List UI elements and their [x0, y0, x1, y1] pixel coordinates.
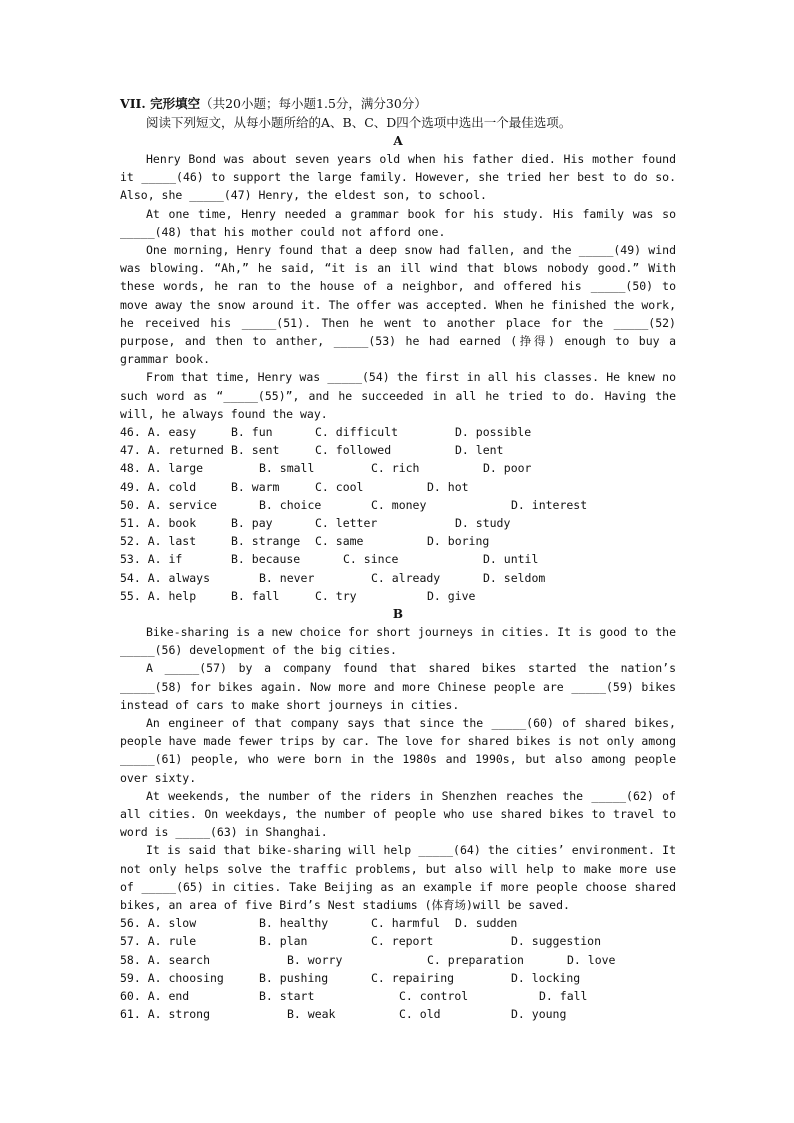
option-a: 57. A. rule — [120, 934, 197, 949]
option-row — [120, 459, 676, 477]
option-row — [120, 987, 676, 1005]
option-b: B. worry — [287, 952, 343, 967]
option-a: 54. A. always — [120, 570, 211, 585]
option-c: C. rich — [371, 461, 420, 476]
option-row — [120, 569, 676, 587]
option-row — [120, 496, 676, 514]
section-number: VII. 完形填空 — [120, 96, 201, 111]
option-b: B. never — [259, 570, 315, 585]
paragraph: Bike-sharing is a new choice for short journeys in cities. It is good to the _____(56) development of the big cities. — [120, 624, 676, 658]
section-heading — [120, 94, 676, 114]
paragraph: At weekends, the number of the riders in Shenzhen reaches the _____(62) of all cities. On weekdays, the number of people who use shared bikes to travel to word is _____(63) in Shanghai. — [120, 788, 676, 840]
option-row — [120, 1005, 676, 1023]
option-row — [120, 550, 676, 568]
option-row — [120, 423, 676, 441]
option-a: 60. A. end — [120, 988, 190, 1003]
paragraph: Henry Bond was about seven years old when his father died. His mother found it _____(46) to support the large family. However, she tried her best to do so. Also, she _____(47) Henry, the eldest son, to school. — [120, 152, 676, 203]
option-a: 52. A. last — [120, 534, 197, 549]
paragraph: An engineer of that company says that since the _____(60) of shared bikes, people have made fewer trips by car. The love for shared bikes is not only among _____(61) people, who were born in the 1980s and 1990s, but also among people over sixty. — [120, 715, 676, 785]
option-b: B. healthy — [259, 916, 329, 931]
paragraph: It is said that bike-sharing will help _____(64) the cities’ environment. It not only helps solve the traffic problems, but also will help to make more use of _____(65) in cities. Take Beijing as an example if more people choose shared bikes, an area of five Bird’s Nest stadiums (体育场)will be saved. — [120, 843, 676, 912]
paragraph: From that time, Henry was _____(54) the first in all his classes. He knew no such word as “_____(55)”, and he succeeded in all he tried to do. Having the will, he always found the way. — [120, 370, 676, 421]
option-b: B. small — [259, 461, 315, 476]
option-b: B. start — [259, 988, 315, 1003]
option-row — [120, 587, 676, 605]
option-c: C. report — [371, 934, 434, 949]
option-c: C. since — [343, 552, 399, 567]
option-c: C. try — [315, 588, 357, 603]
option-d: D. locking — [511, 970, 581, 985]
option-d: D. fall — [539, 988, 588, 1003]
option-row — [120, 914, 676, 932]
option-b: B. sent — [231, 443, 280, 458]
option-row — [120, 951, 676, 969]
options-list-a — [120, 423, 676, 605]
paragraph: One morning, Henry found that a deep snow had fallen, and the _____(49) wind was blowing. “Ah,” he said, “it is an ill wind that blows nobody good.” With these words, he ran to the house of a neighbor, and offered his _____(50) to move away the snow around it. The offer was accepted. When he finished the work, he received his _____(51). Then he went to another place for the _____(52) purpose, and then to anther, _____(53) he had earned (挣得) enough to buy a grammar book. — [120, 243, 676, 367]
option-c: C. same — [315, 534, 364, 549]
option-d: D. give — [427, 588, 476, 603]
option-a: 56. A. slow — [120, 916, 197, 931]
option-a: 46. A. easy — [120, 425, 197, 440]
option-a: 47. A. returned — [120, 443, 224, 458]
option-b: B. plan — [259, 934, 308, 949]
instruction: 阅读下列短文，从每小题所给的A、B、C、D四个选项中选出一个最佳选项。 — [146, 115, 572, 130]
option-c: C. letter — [315, 515, 378, 530]
option-row — [120, 478, 676, 496]
option-b: B. choice — [259, 497, 322, 512]
option-c: C. control — [399, 988, 469, 1003]
option-b: B. weak — [287, 1007, 336, 1022]
option-c: C. preparation — [427, 952, 524, 967]
option-a: 55. A. help — [120, 588, 197, 603]
option-d: D. interest — [511, 497, 588, 512]
option-d: D. seldom — [483, 570, 546, 585]
paragraph: At one time, Henry needed a grammar book for his study. His family was so _____(48) that his mother could not afford one. — [120, 206, 676, 239]
passage-a-label: A — [393, 134, 403, 148]
option-b: B. fall — [231, 588, 280, 603]
option-c: C. followed — [315, 443, 392, 458]
option-d: D. hot — [427, 479, 469, 494]
option-d: D. love — [567, 952, 616, 967]
option-a: 48. A. large — [120, 461, 204, 476]
option-b: B. fun — [231, 425, 273, 440]
paragraph: A _____(57) by a company found that shared bikes started the nation’s _____(58) for bikes again. Now more and more Chinese people are _____(59) bikes instead of cars to make short journeys in cities. — [120, 661, 676, 712]
option-d: D. study — [455, 515, 511, 530]
option-a: 58. A. search — [120, 952, 211, 967]
options-list-b — [120, 914, 676, 1023]
option-a: 51. A. book — [120, 515, 197, 530]
option-row — [120, 532, 676, 550]
option-d: D. lent — [455, 443, 504, 458]
option-d: D. possible — [455, 425, 532, 440]
option-d: D. boring — [427, 534, 490, 549]
option-d: D. suggestion — [511, 934, 602, 949]
option-c: C. money — [371, 497, 427, 512]
passage-a — [120, 150, 676, 423]
option-d: D. until — [483, 552, 539, 567]
option-c: C. difficult — [315, 425, 399, 440]
option-a: 49. A. cold — [120, 479, 197, 494]
option-d: D. sudden — [455, 916, 518, 931]
option-d: D. young — [511, 1007, 567, 1022]
passage-b-label: B — [392, 606, 404, 621]
option-d: D. poor — [483, 461, 532, 476]
option-row — [120, 969, 676, 987]
option-b: B. warm — [231, 479, 280, 494]
option-c: C. old — [399, 1007, 441, 1022]
option-c: C. already — [371, 570, 441, 585]
option-c: C. harmful — [371, 916, 441, 931]
option-b: B. pay — [231, 515, 273, 530]
option-c: C. cool — [315, 479, 364, 494]
section-scoring: （共20小题；每小题1.5分，满分30分） — [200, 96, 427, 111]
option-a: 50. A. service — [120, 497, 217, 512]
option-b: B. pushing — [259, 970, 329, 985]
exam-page — [120, 94, 676, 1023]
option-a: 61. A. strong — [120, 1007, 211, 1022]
option-a: 59. A. choosing — [120, 970, 224, 985]
option-c: C. repairing — [371, 970, 455, 985]
option-row — [120, 441, 676, 459]
option-b: B. strange — [231, 534, 301, 549]
option-a: 53. A. if — [120, 552, 183, 567]
option-b: B. because — [231, 552, 301, 567]
option-row — [120, 514, 676, 532]
option-row — [120, 932, 676, 950]
passage-b — [120, 623, 676, 914]
